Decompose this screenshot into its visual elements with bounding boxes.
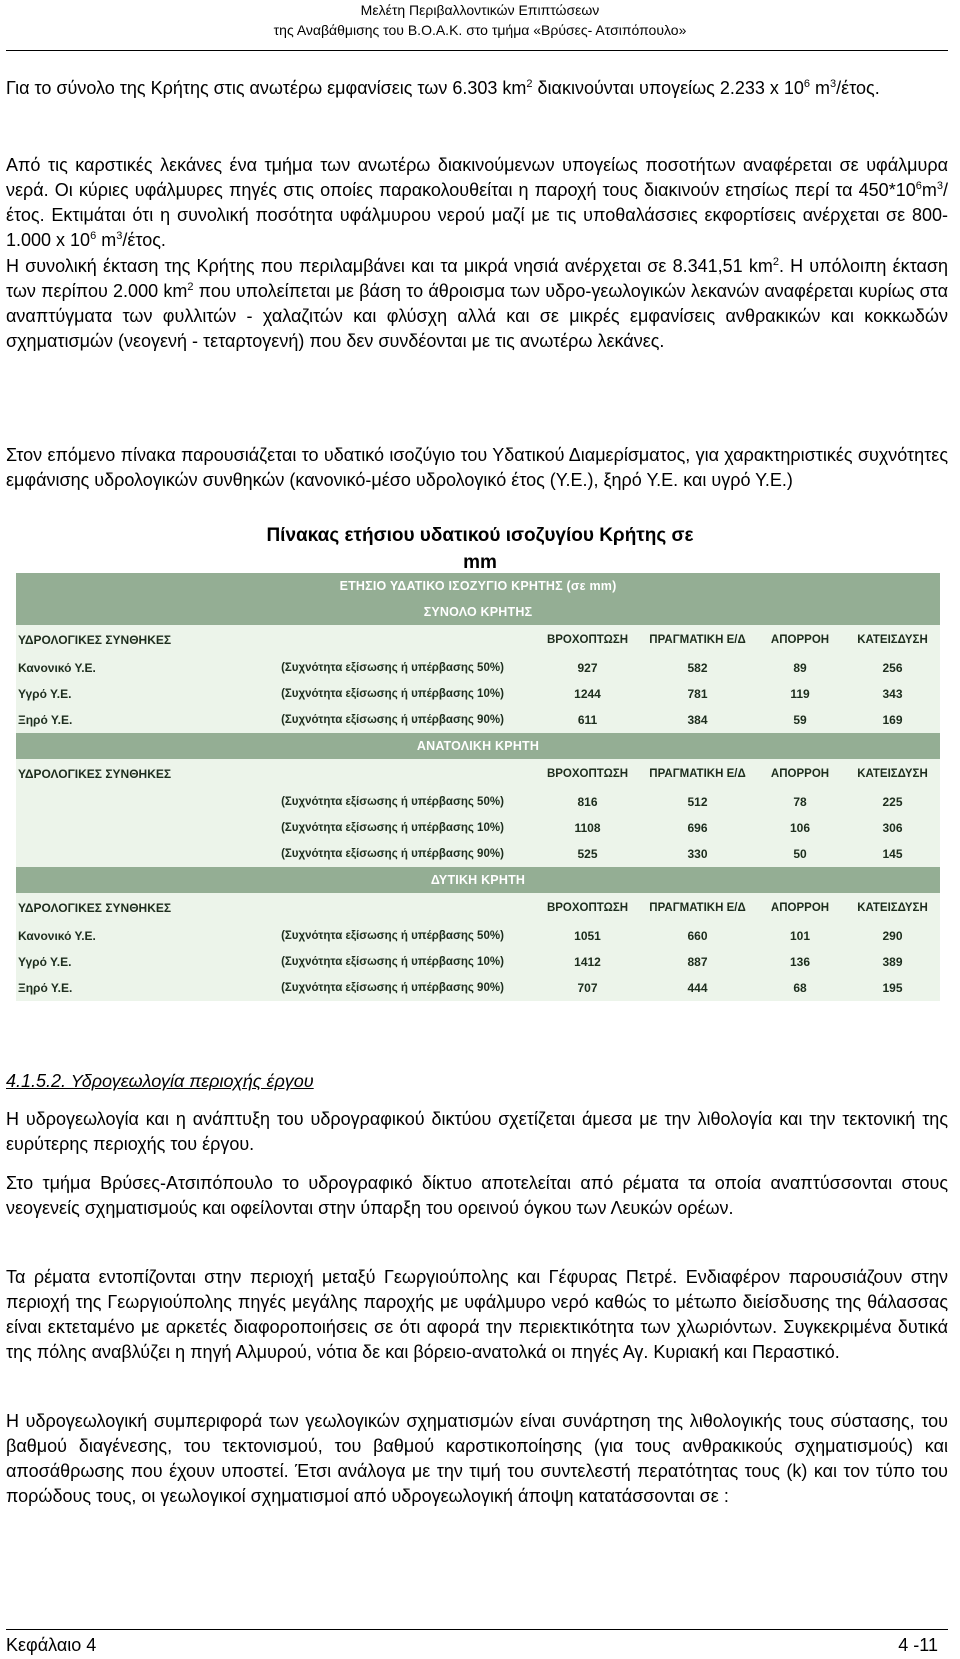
table-row bbox=[16, 841, 940, 867]
column-header-row bbox=[16, 625, 940, 655]
value-cell: 290 bbox=[882, 929, 903, 943]
text-run: m bbox=[921, 180, 937, 200]
paragraph-8: Η υδρογεωλογική συμπεριφορά των γεωλογικών σχηματισμών είναι συνάρτηση της λιθολογικής τους σύστασης, του βαθμού διαγένεσης, του τεκτονισμού, του βαθμού καρστικοποίησης (για τους ανθρακικούς σχηματισμούς) και αποσάθρωσης που έχουν υποστεί. Έτσι ανάλογα με την τιμή του συντελεστή περατότητας τους (k) και τον τύπο του πορώδους τους, οι γεωλογικοί σχηματισμοί από υδρογεωλογική άποψη κατατάσσονται σε : bbox=[6, 1411, 948, 1506]
value-cell: 887 bbox=[687, 955, 708, 969]
table-row bbox=[16, 707, 940, 733]
table-title-line-1: Πίνακας ετήσιου υδατικού ισοζυγίου Κρήτης σε bbox=[266, 525, 694, 546]
section-title: ΑΝΑΤΟΛΙΚΗ ΚΡΗΤΗ bbox=[16, 733, 940, 759]
value-cell: 1108 bbox=[574, 821, 601, 835]
value-cell: 343 bbox=[882, 687, 903, 701]
superscript: 2 bbox=[187, 281, 194, 293]
column-header: ΚΑΤΕΙΣΔΥΣΗ bbox=[857, 634, 928, 646]
value-cell: 816 bbox=[577, 795, 598, 809]
value-cell: 696 bbox=[687, 821, 708, 835]
page-header bbox=[0, 0, 960, 40]
row-frequency: (Συχνότητα εξίσωσης ή υπέρβασης 90%) bbox=[281, 848, 504, 860]
value-cell: 306 bbox=[882, 821, 903, 835]
value-cell: 781 bbox=[687, 687, 708, 701]
text-run: m bbox=[96, 230, 117, 250]
value-cell: 611 bbox=[577, 713, 598, 727]
paragraph-1 bbox=[6, 76, 948, 101]
value-cell: 1412 bbox=[574, 955, 601, 969]
paragraph-6: Στο τμήμα Βρύσες-Ατσιπόπουλο το υδρογραφικό δίκτυο αποτελείται από ρέματα τα οποία αναπτύσσονται στους νεογενείς σχηματισμούς και οφείλονται στην ύπαρξη του ορεινού όγκου των Λευκών ορέων. bbox=[6, 1173, 948, 1218]
header-line-1: Μελέτη Περιβαλλοντικών Επιπτώσεων bbox=[360, 2, 600, 18]
page-number: 4 -11 bbox=[898, 1635, 938, 1655]
row-label: Ξηρό Υ.Ε. bbox=[18, 713, 73, 727]
column-header: ΠΡΑΓΜΑΤΙΚΗ Ε/Δ bbox=[649, 902, 746, 914]
superscript: 6 bbox=[803, 78, 811, 90]
footer-divider bbox=[6, 1629, 948, 1630]
column-header: ΑΠΟΡΡΟΗ bbox=[770, 902, 830, 914]
table-row bbox=[16, 815, 940, 841]
row-frequency: (Συχνότητα εξίσωσης ή υπέρβασης 10%) bbox=[281, 688, 504, 700]
row-frequency: (Συχνότητα εξίσωσης ή υπέρβασης 50%) bbox=[281, 662, 504, 674]
value-cell: 106 bbox=[789, 821, 811, 835]
row-label: Κανονικό Υ.Ε. bbox=[18, 661, 96, 675]
value-cell: 389 bbox=[882, 955, 903, 969]
row-frequency: (Συχνότητα εξίσωσης ή υπέρβασης 90%) bbox=[281, 714, 504, 726]
column-header: ΒΡΟΧΟΠΤΩΣΗ bbox=[546, 902, 629, 914]
superscript: 2 bbox=[772, 256, 779, 268]
column-header: ΒΡΟΧΟΠΤΩΣΗ bbox=[546, 768, 629, 780]
value-cell: 582 bbox=[687, 661, 708, 675]
value-cell: 927 bbox=[577, 661, 598, 675]
superscript: 6 bbox=[915, 180, 922, 192]
table-row bbox=[16, 923, 940, 949]
value-cell: 145 bbox=[882, 847, 903, 861]
table-row bbox=[16, 681, 940, 707]
paragraph-7: Τα ρέματα εντοπίζονται στην περιοχή μεταξύ Γεωργιούπολης και Γέφυρας Πετρέ. Ενδιαφέρον παρουσιάζουν στην περιοχή της Γεωργιούπολης πηγές μεγάλης παροχής με υφάλμυρο νερό καθώς το μέτωπο διείσδυσης της θάλασσας είναι εκτεταμένο με αρκετές διαφοροποιήσεις σε ότι αφορά την περιεκτικότητα των χλωριόντων. Συγκεκριμένα δυτικά της πόλης αναβλύζει η πηγή Αλμυρού, νότια δε και βόρειο-ανατολκά οι πηγές Αγ. Κυριακή και Περαστικό. bbox=[6, 1267, 948, 1362]
column-header: ΒΡΟΧΟΠΤΩΣΗ bbox=[546, 634, 629, 646]
value-cell: 169 bbox=[882, 713, 903, 727]
value-cell: 119 bbox=[790, 687, 810, 701]
column-header: ΥΔΡΟΛΟΓΙΚΕΣ ΣΥΝΘΗΚΕΣ bbox=[18, 767, 172, 781]
text-run: /έτος. bbox=[836, 78, 880, 98]
value-cell: 225 bbox=[882, 795, 903, 809]
value-cell: 384 bbox=[687, 713, 708, 727]
row-label: Υγρό Υ.Ε. bbox=[18, 687, 72, 701]
value-cell: 660 bbox=[687, 929, 708, 943]
value-cell: 101 bbox=[789, 929, 811, 943]
value-cell: 1244 bbox=[574, 687, 601, 701]
row-label: Κανονικό Υ.Ε. bbox=[18, 929, 96, 943]
paragraph-2 bbox=[6, 153, 948, 253]
column-header: ΥΔΡΟΛΟΓΙΚΕΣ ΣΥΝΘΗΚΕΣ bbox=[18, 633, 172, 647]
header-divider bbox=[6, 50, 948, 51]
row-frequency: (Συχνότητα εξίσωσης ή υπέρβασης 10%) bbox=[281, 956, 504, 968]
text-run: που υπολείπεται με βάση το άθροισμα των υδρο-γεωλογικών λεκανών αναφέρεται κυρίως στα αναπτύγματα των φυλλιτών - χαλαζιτών και φλύσχη αλλά και σε μικρές εμφανίσεις ανθρακικών και κοκκωδών σχηματισμών (νεογενή - τεταρτογενή) που δεν συνδέονται με τις ανωτέρω λεκάνες. bbox=[6, 281, 948, 351]
value-cell: 512 bbox=[687, 795, 708, 809]
superscript: 6 bbox=[90, 230, 97, 242]
superscript: 3 bbox=[936, 180, 943, 192]
footer-chapter: Κεφάλαιο 4 bbox=[6, 1635, 97, 1655]
text-run: . Η υπόλοιπη έκταση των περίπου 2.000 km bbox=[6, 256, 948, 301]
table-row bbox=[16, 975, 940, 1001]
row-frequency: (Συχνότητα εξίσωσης ή υπέρβασης 50%) bbox=[281, 930, 504, 942]
value-cell: 707 bbox=[577, 981, 598, 995]
value-cell: 330 bbox=[687, 847, 708, 861]
table-row bbox=[16, 655, 940, 681]
row-frequency: (Συχνότητα εξίσωσης ή υπέρβασης 50%) bbox=[281, 796, 504, 808]
table-title bbox=[210, 522, 750, 576]
table-main-title: ΕΤΗΣΙΟ ΥΔΑΤΙΚΟ ΙΣΟΖΥΓΙΟ ΚΡΗΤΗΣ (σε mm) bbox=[16, 573, 940, 599]
paragraph-3 bbox=[6, 254, 948, 354]
value-cell: 444 bbox=[687, 981, 708, 995]
value-cell: 68 bbox=[793, 981, 807, 995]
row-label: Ξηρό Υ.Ε. bbox=[18, 981, 73, 995]
column-header-row bbox=[16, 893, 940, 923]
value-cell: 1051 bbox=[574, 929, 601, 943]
text-run: /έτος. Εκτιμάται ότι η συνολική ποσότητα υφάλμυρου νερού μαζί με τις υποθαλάσσιες εκφορτίσεις ανέρχεται σε 800-1.000 x 10 bbox=[6, 180, 948, 250]
value-cell: 50 bbox=[793, 847, 807, 861]
text-run: Για το σύνολο της Κρήτης στις ανωτέρω εμφανίσεις των 6.303 km bbox=[6, 78, 527, 98]
section-title: ΔΥΤΙΚΗ ΚΡΗΤΗ bbox=[16, 867, 940, 893]
text-run: Η συνολική έκταση της Κρήτης που περιλαμβάνει και τα μικρά νησιά ανέρχεται σε 8.341,51 km bbox=[6, 256, 773, 276]
text-run: m bbox=[810, 78, 831, 98]
column-header: ΠΡΑΓΜΑΤΙΚΗ Ε/Δ bbox=[649, 768, 746, 780]
value-cell: 525 bbox=[577, 847, 598, 861]
column-header-row bbox=[16, 759, 940, 789]
value-cell: 136 bbox=[789, 955, 811, 969]
text-run: /έτος. bbox=[122, 230, 166, 250]
row-frequency: (Συχνότητα εξίσωσης ή υπέρβασης 90%) bbox=[281, 982, 504, 994]
paragraph-4: Στον επόμενο πίνακα παρουσιάζεται το υδατικό ισοζύγιο του Υδατικού Διαμερίσματος, για χαρακτηριστικές συχνότητες εμφάνισης υδρολογικών συνθηκών (κανονικό-μέσο υδρολογικό έτος (Υ.Ε.), ξηρό Υ.Ε. και υγρό Υ.Ε.) bbox=[6, 445, 948, 490]
section-heading: 4.1.5.2. Υδρογεωλογία περιοχής έργου bbox=[6, 1071, 314, 1091]
column-header: ΥΔΡΟΛΟΓΙΚΕΣ ΣΥΝΘΗΚΕΣ bbox=[18, 901, 172, 915]
value-cell: 256 bbox=[882, 661, 903, 675]
column-header: ΑΠΟΡΡΟΗ bbox=[770, 768, 830, 780]
table-row bbox=[16, 789, 940, 815]
row-label: Υγρό Υ.Ε. bbox=[18, 955, 72, 969]
value-cell: 89 bbox=[793, 661, 807, 675]
section-title: ΣΥΝΟΛΟ ΚΡΗΤΗΣ bbox=[16, 599, 940, 625]
column-header: ΑΠΟΡΡΟΗ bbox=[770, 634, 830, 646]
header-line-2: της Αναβάθμισης του Β.Ο.Α.Κ. στο τμήμα «Βρύσες- Ατσιπόπουλο» bbox=[273, 22, 687, 38]
table-row bbox=[16, 949, 940, 975]
superscript: 3 bbox=[830, 78, 837, 90]
superscript: 3 bbox=[116, 230, 123, 242]
column-header: ΠΡΑΓΜΑΤΙΚΗ Ε/Δ bbox=[649, 634, 746, 646]
superscript: 2 bbox=[526, 78, 533, 90]
text-run: Από τις καρστικές λεκάνες ένα τμήμα των ανωτέρω διακινούμενων υπογείως ποσοτήτων αναφέρεται σε υφάλμυρα νερά. Οι κύριες υφάλμυρες πηγές στις οποίες παρακολουθείται η παροχή τους διακινούν ετησίως περί τα 450*10 bbox=[6, 155, 948, 200]
paragraph-5: Η υδρογεωλογία και η ανάπτυξη του υδρογραφικού δικτύου σχετίζεται άμεσα με την λιθολογία και την τεκτονική της ευρύτερης περιοχής του έργου. bbox=[6, 1109, 948, 1154]
value-cell: 59 bbox=[793, 713, 807, 727]
table-title-line-2: mm bbox=[463, 552, 497, 573]
column-header: ΚΑΤΕΙΣΔΥΣΗ bbox=[857, 902, 928, 914]
column-header: ΚΑΤΕΙΣΔΥΣΗ bbox=[857, 768, 928, 780]
value-cell: 78 bbox=[793, 795, 807, 809]
water-balance-table bbox=[16, 573, 940, 1001]
row-frequency: (Συχνότητα εξίσωσης ή υπέρβασης 10%) bbox=[281, 822, 504, 834]
text-run: διακινούνται υπογείως 2.233 x 10 bbox=[532, 78, 804, 98]
value-cell: 195 bbox=[882, 981, 903, 995]
